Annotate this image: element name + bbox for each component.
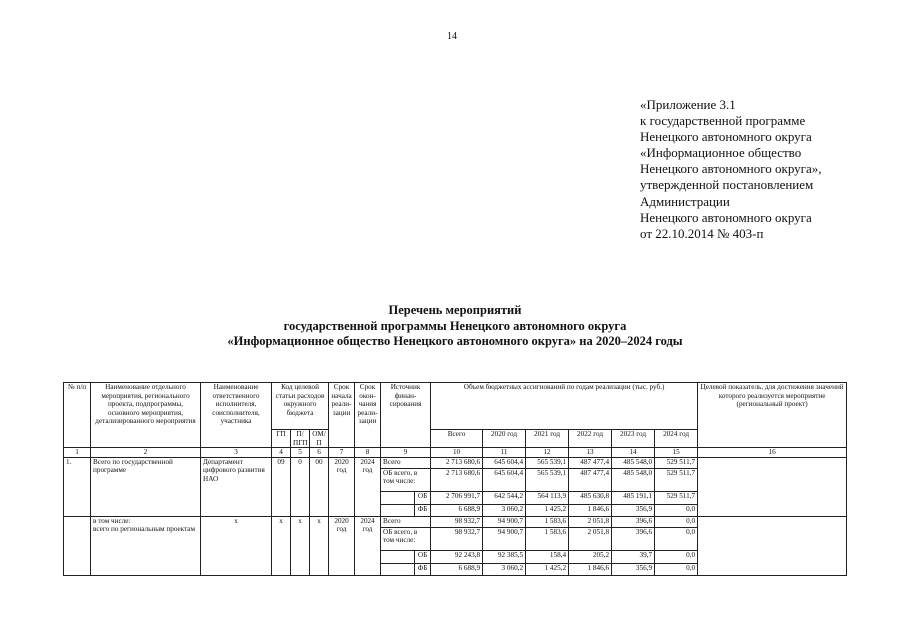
header-gp: ГП <box>272 430 291 448</box>
header-2021: 2021 год <box>526 430 569 448</box>
program-table <box>63 382 847 576</box>
appendix-line: Ненецкого автономного округа <box>640 209 812 225</box>
value-cell: 94 900,7 <box>483 527 526 550</box>
value-cell: 98 932,7 <box>431 527 483 550</box>
value-cell: 2 051,8 <box>569 527 612 550</box>
value-cell: 6 688,9 <box>431 504 483 516</box>
header-2024: 2024 год <box>655 430 698 448</box>
row-name <box>91 516 201 575</box>
row-start: 2020 год <box>329 516 355 575</box>
source-cell: ОБ <box>415 491 431 504</box>
source-indent <box>381 550 415 563</box>
header-end: Срок окон- чания реали- зации <box>355 383 381 448</box>
row-code-pgp: х <box>291 516 310 575</box>
value-cell: 396,6 <box>612 527 655 550</box>
column-number: 1 <box>64 448 91 458</box>
column-number: 5 <box>291 448 310 458</box>
value-cell: 529 511,7 <box>655 491 698 504</box>
source-cell: Всего <box>381 516 431 527</box>
column-number: 14 <box>612 448 655 458</box>
column-number: 13 <box>569 448 612 458</box>
column-number: 4 <box>272 448 291 458</box>
appendix-line: «Приложение 3.1 <box>640 97 736 112</box>
value-cell: 487 477,4 <box>569 457 612 468</box>
header-indicator: Целевой показатель, для достижения значений которого реализуется мероприятие (региональный проект) <box>698 383 847 448</box>
value-cell: 39,7 <box>612 550 655 563</box>
value-cell: 3 060,2 <box>483 563 526 575</box>
row-executor: Департамент цифрового развития НАО <box>201 457 272 516</box>
column-number: 7 <box>329 448 355 458</box>
value-cell: 485 548,0 <box>612 457 655 468</box>
value-cell: 396,6 <box>612 516 655 527</box>
table-row <box>64 457 847 468</box>
value-cell: 1 846,6 <box>569 563 612 575</box>
row-indicator <box>698 457 847 516</box>
page-number: 14 <box>447 31 457 42</box>
row-code-gp: х <box>272 516 291 575</box>
header-2022: 2022 год <box>569 430 612 448</box>
source-indent <box>381 504 415 516</box>
appendix-line: Ненецкого автономного округа», <box>640 161 822 177</box>
row-end: 2024 год <box>355 516 381 575</box>
source-cell: ОБ всего, в том числе: <box>381 527 431 550</box>
value-cell: 205,2 <box>569 550 612 563</box>
header-pgp: П/ ПГП <box>291 430 310 448</box>
header-source: Источник финан- сирования <box>381 383 431 448</box>
source-indent <box>381 563 415 575</box>
column-number: 2 <box>91 448 201 458</box>
header-total: Всего <box>431 430 483 448</box>
source-cell: ОБ всего, в том числе: <box>381 468 431 491</box>
value-cell: 1 583,6 <box>526 516 569 527</box>
value-cell: 0,0 <box>655 504 698 516</box>
appendix-note <box>640 97 822 242</box>
header-start: Срок начала реали- зации <box>329 383 355 448</box>
appendix-line: утвержденной постановлением <box>640 177 814 193</box>
row-executor: х <box>201 516 272 575</box>
value-cell: 565 539,1 <box>526 468 569 491</box>
header-2023: 2023 год <box>612 430 655 448</box>
value-cell: 642 544,2 <box>483 491 526 504</box>
header-om: ОМ/ П <box>310 430 329 448</box>
appendix-line: «Информационное общество <box>640 145 802 161</box>
value-cell: 2 706 991,7 <box>431 491 483 504</box>
value-cell: 0,0 <box>655 563 698 575</box>
row-end: 2024 год <box>355 457 381 516</box>
value-cell: 356,9 <box>612 563 655 575</box>
value-cell: 485 548,0 <box>612 468 655 491</box>
value-cell: 92 243,8 <box>431 550 483 563</box>
column-number: 12 <box>526 448 569 458</box>
value-cell: 2 713 680,6 <box>431 457 483 468</box>
source-indent <box>381 491 415 504</box>
column-number: 6 <box>310 448 329 458</box>
value-cell: 564 113,9 <box>526 491 569 504</box>
value-cell: 3 060,2 <box>483 504 526 516</box>
value-cell: 1 425,2 <box>526 504 569 516</box>
table-row <box>64 516 847 527</box>
row-num <box>64 516 91 575</box>
appendix-line: к государственной программе <box>640 113 806 129</box>
value-cell: 92 385,5 <box>483 550 526 563</box>
row-code-pgp: 0 <box>291 457 310 516</box>
value-cell: 645 604,4 <box>483 468 526 491</box>
column-number: 16 <box>698 448 847 458</box>
value-cell: 0,0 <box>655 516 698 527</box>
source-cell: Всего <box>381 457 431 468</box>
value-cell: 2 713 680,6 <box>431 468 483 491</box>
value-cell: 645 604,4 <box>483 457 526 468</box>
value-cell: 98 932,7 <box>431 516 483 527</box>
value-cell: 529 511,7 <box>655 457 698 468</box>
source-cell: ФБ <box>415 563 431 575</box>
appendix-line: Ненецкого автономного округа <box>640 129 812 145</box>
header-num: № п/п <box>64 383 91 448</box>
value-cell: 94 900,7 <box>483 516 526 527</box>
column-number: 9 <box>381 448 431 458</box>
header-2020: 2020 год <box>483 430 526 448</box>
row-code-om: 00 <box>310 457 329 516</box>
value-cell: 2 051,8 <box>569 516 612 527</box>
row-name: Всего по государственной программе <box>91 457 201 516</box>
row-indicator <box>698 516 847 575</box>
source-cell: ОБ <box>415 550 431 563</box>
value-cell: 1 846,6 <box>569 504 612 516</box>
header-code: Код целевой статьи расходов окружного бюджета <box>272 383 329 430</box>
column-number: 3 <box>201 448 272 458</box>
row-name-line: в том числе: <box>93 516 131 525</box>
value-cell: 0,0 <box>655 527 698 550</box>
title-line: Перечень мероприятий <box>388 303 522 317</box>
value-cell: 1 425,2 <box>526 563 569 575</box>
row-start: 2020 год <box>329 457 355 516</box>
value-cell: 565 539,1 <box>526 457 569 468</box>
header-executor: Наименование ответственного исполнителя, соисполнителя, участника <box>201 383 272 448</box>
column-number: 11 <box>483 448 526 458</box>
title-line: «Информационное общество Ненецкого автономного округа» на 2020–2024 годы <box>227 334 683 348</box>
row-code-om: х <box>310 516 329 575</box>
value-cell: 6 688,9 <box>431 563 483 575</box>
value-cell: 1 583,6 <box>526 527 569 550</box>
appendix-line: от 22.10.2014 № 403-п <box>640 225 764 241</box>
title-line: государственной программы Ненецкого автономного округа <box>283 318 627 333</box>
value-cell: 0,0 <box>655 550 698 563</box>
appendix-line: Администрации <box>640 193 730 209</box>
value-cell: 485 630,8 <box>569 491 612 504</box>
value-cell: 356,9 <box>612 504 655 516</box>
value-cell: 485 191,1 <box>612 491 655 504</box>
source-cell: ФБ <box>415 504 431 516</box>
header-budget: Объем бюджетных ассигнований по годам реализации (тыс. руб.) <box>431 383 698 430</box>
row-code-gp: 09 <box>272 457 291 516</box>
column-number: 15 <box>655 448 698 458</box>
document-title <box>150 303 760 350</box>
row-num: 1. <box>64 457 91 516</box>
value-cell: 487 477,4 <box>569 468 612 491</box>
column-number: 8 <box>355 448 381 458</box>
row-name-line: всего по региональным проектам <box>93 525 196 534</box>
value-cell: 529 511,7 <box>655 468 698 491</box>
column-number: 10 <box>431 448 483 458</box>
value-cell: 158,4 <box>526 550 569 563</box>
header-name: Наименование отдельного мероприятия, регионального проекта, подпрограммы, основного мероприятия, детализированного мероприятия <box>91 383 201 448</box>
